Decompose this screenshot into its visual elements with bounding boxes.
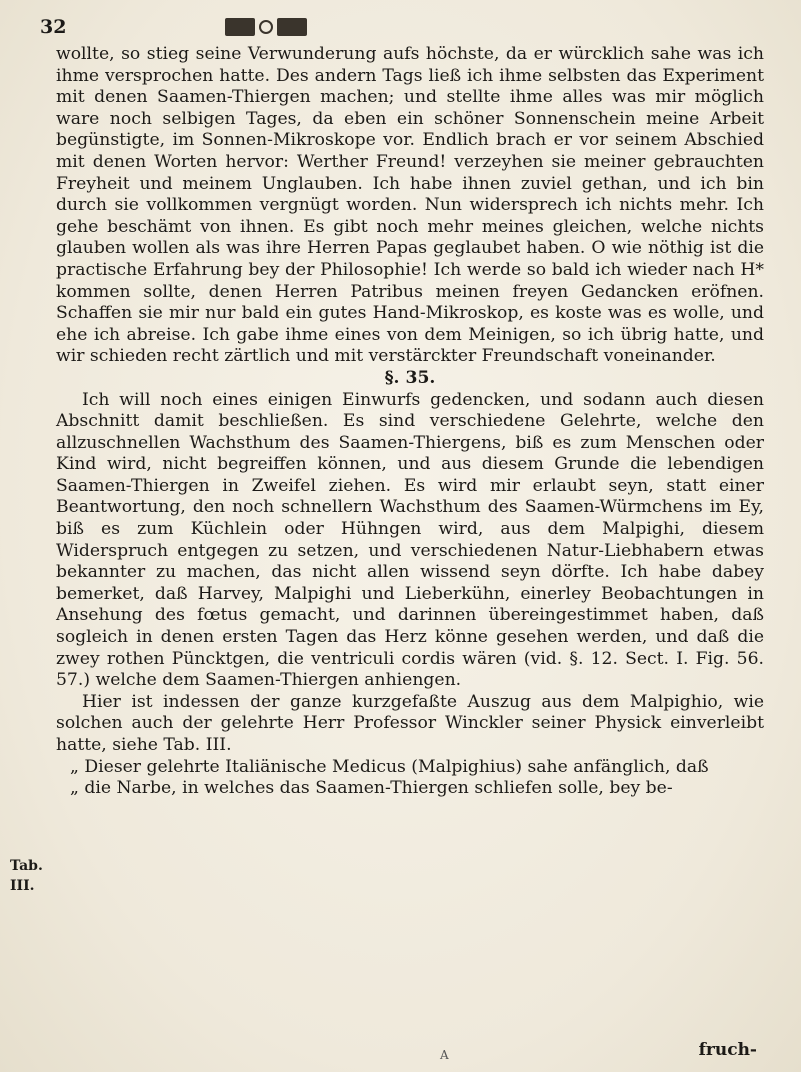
ornament-icon <box>225 14 325 40</box>
page-header <box>40 10 760 42</box>
margin-note <box>10 856 50 896</box>
paragraph-3: Hier ist indessen der ganze kurzgefaßte Auszug aus dem Malpighio, wie solchen auch der gelehrte Herr Professor Winckler seiner Physick einverleibt hatte, siehe Tab. III. <box>56 691 764 755</box>
signature-mark: A <box>440 1048 449 1062</box>
ornament-ring-icon <box>259 20 273 34</box>
margin-tab-number: III. <box>10 878 35 894</box>
quote-line-1: „ Dieser gelehrte Italiänische Medicus (Malpighius) sahe anfänglich, daß <box>70 756 709 777</box>
quote-line-2: „ die Narbe, in welches das Saamen-Thiergen schliefen solle, bey be- <box>70 778 673 799</box>
ornament-block-icon <box>225 18 255 36</box>
paragraph-1: wollte, so stieg seine Verwunderung aufs höchste, da er würcklich sahe was ich ihme versprochen hatte. Des andern Tags ließ ich ihme selbsten das Experiment mit denen Saamen-Thiergen machen; und stellte ihme alles was mir möglich ware noch selbigen Tages, da eben ein schöner Sonnenschein meine Arbeit begünstigte, im Sonnen-Mikroskope vor. Endlich brach er vor seinem Abschied mit denen Worten hervor: Werther Freund! verzeyhen sie meiner gebrauchten Freyheit und meinem Unglauben. Ich habe ihnen zuviel gethan, und ich bin durch sie vollkommen vergnügt worden. Nun widersprech ich nichts mehr. Ich gehe beschämt von ihnen. Es gibt noch mehr meines gleichen, welche nichts glauben wollen als was ihre Herren Papas geglaubet haben. O wie nöthig ist die practische Erfahrung bey der Philosophie! Ich werde so bald ich wieder nach H* kommen sollte, denen Herren Patribus meinen freyen Gedancken eröfnen. Schaffen sie mir nur bald ein gutes Hand-Mikroskop, es koste was es wolle, und ehe ich abreise. Ich gabe ihme eines von dem Meinigen, so ich übrig hatte, und wir schieden recht zärtlich und mit verstärckter Freundschaft voneinander. <box>56 44 764 367</box>
paragraph-2: Ich will noch eines einigen Einwurfs gedencken, und sodann auch diesen Abschnitt damit beschließen. Es sind verschiedene Gelehrte, welche den allzuschnellen Wachsthum des Saamen-Thiergens, biß es zum Menschen oder Kind wird, nicht begreiffen können, und aus diesem Grunde die lebendigen Saamen-Thiergen in Zweifel ziehen. Es wird mir erlaubt seyn, statt einer Beantwortung, den noch schnellern Wachsthum des Saamen-Würmchens im Ey, biß es zum Küchlein oder Hühngen wird, aus dem Malpighi, diesem Widerspruch entgegen zu setzen, und verschiedenen Natur-Liebhabern etwas bekannter zu machen, das nicht allen wissend seyn dörfte. Ich habe dabey bemerket, daß Harvey, Malpighi und Lieberkühn, einerley Beobachtungen in Ansehung des fœtus gemacht, und darinnen übereingestimmet haben, daß sogleich in denen ersten Tagen das Herz könne gesehen werden, und daß die zwey rothen Püncktgen, die ventriculi cordis wären (vid. §. 12. Sect. I. Fig. 56. 57.) welche dem Saamen-Thiergen anhiengen. <box>56 389 764 691</box>
catchword: fruch- <box>698 1040 757 1060</box>
section-heading: §. 35. <box>384 367 436 388</box>
margin-tab-label: Tab. <box>10 858 43 874</box>
ornament-block-icon <box>277 18 307 36</box>
body-text <box>56 44 764 800</box>
page-number: 32 <box>40 16 67 38</box>
